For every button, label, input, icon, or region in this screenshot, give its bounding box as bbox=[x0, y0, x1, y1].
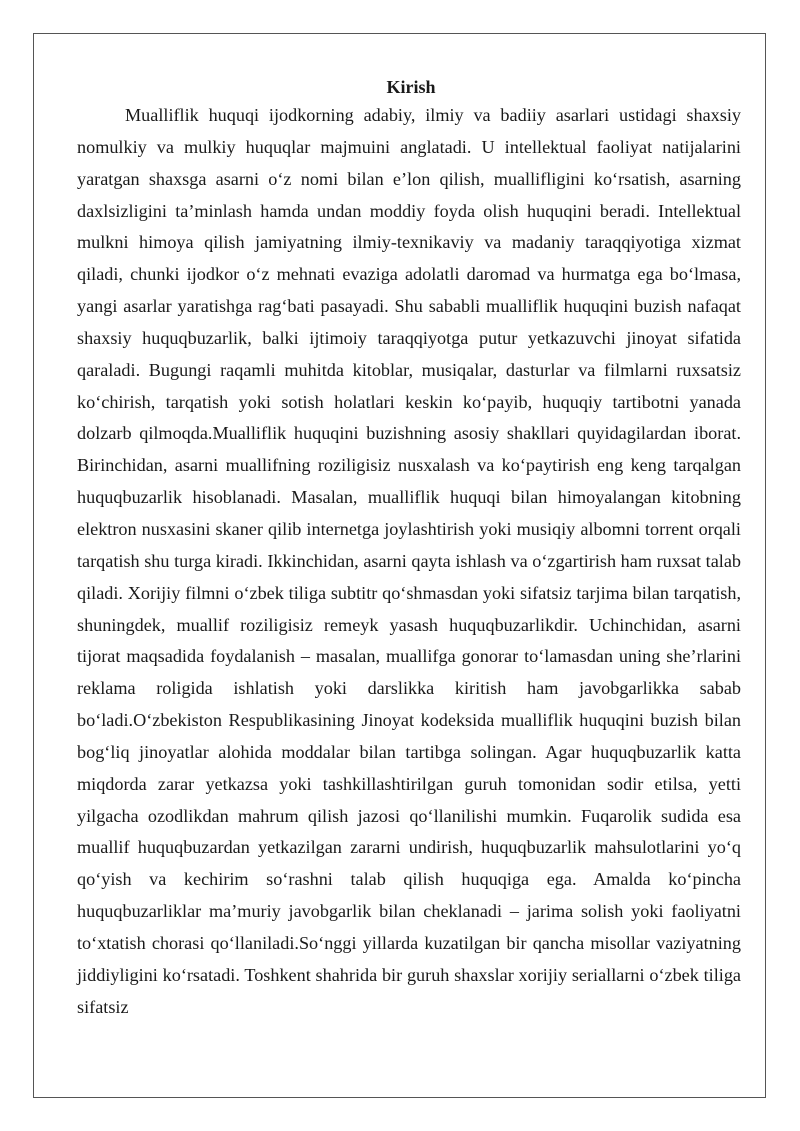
body-paragraph: Mualliflik huquqi ijodkorning adabiy, ilmiy va badiiy asarlari ustidagi shaxsiy nomulkiy va mulkiy huquqlar majmuini anglatadi. U intellektual faoliyat natijalarini yaratgan shaxsga asarni o‘z nomi bilan e’lon qilish, muallifligini ko‘rsatish, asarning daxlsizligini ta’minlash hamda undan moddiy foyda olish huquqini beradi. Intellektual mulkni himoya qilish jamiyatning ilmiy-texnikaviy va madaniy taraqqiyotiga xizmat qiladi, chunki ijodkor o‘z mehnati evaziga adolatli daromad va hurmatga ega bo‘lmasa, yangi asarlar yaratishga rag‘bati pasayadi. Shu sababli mualliflik huquqini buzish nafaqat shaxsiy huquqbuzarlik, balki ijtimoiy taraqqiyotga putur yetkazuvchi jinoyat sifatida qaraladi. Bugungi raqamli muhitda kitoblar, musiqalar, dasturlar va filmlarni ruxsatsiz ko‘chirish, tarqatish yoki sotish holatlari keskin ko‘payib, huquqiy tartibotni yanada dolzarb qilmoqda.Mualliflik huquqini buzishning asosiy shakllari quyidagilardan iborat. Birinchidan, asarni muallifning roziligisiz nusxalash va ko‘paytirish eng keng tarqalgan huquqbuzarlik hisoblanadi. Masalan, mualliflik huquqi bilan himoyalangan kitobning elektron nusxasini skaner qilib internetga joylashtirish yoki musiqiy albomni torrent orqali tarqatish shu turga kiradi. Ikkinchidan, asarni qayta ishlash va o‘zgartirish ham ruxsat talab qiladi. Xorijiy filmni o‘zbek tiliga subtitr qo‘shmasdan yoki sifatsiz tarjima bilan tarqatish, shuningdek, muallif roziligisiz remeyk yasash huquqbuzarlikdir. Uchinchidan, asarni tijorat maqsadida foydalanish – masalan, muallifga gonorar to‘lamasdan uning she’rlarini reklama roligida ishlatish yoki darslikka kiritish ham javobgarlikka sabab bo‘ladi.O‘zbekiston Respublikasining Jinoyat kodeksida mualliflik huquqini buzish bilan bog‘liq jinoyatlar alohida moddalar bilan tartibga solingan. Agar huquqbuzarlik katta miqdorda zarar yetkazsa yoki tashkillashtirilgan guruh tomonidan sodir etilsa, yetti yilgacha ozodlikdan mahrum qilish jazosi qo‘llanilishi mumkin. Fuqarolik sudida esa muallif huquqbuzardan yetkazilgan zararni undirish, huquqbuzarlik mahsulotlarini yo‘q qo‘yish va kechirim so‘rashni talab qilish huquqiga ega. Amalda ko‘pincha huquqbuzarliklar ma’muriy javobgarlik bilan cheklanadi – jarima solish yoki faoliyatni to‘xtatish chorasi qo‘llaniladi.So‘nggi yillarda kuzatilgan bir qancha misollar vaziyatning jiddiyligini ko‘rsatadi. Toshkent shahrida bir guruh shaxslar xorijiy seriallarni o‘zbek tiliga sifatsiz bbox=[77, 105, 741, 1017]
document-body bbox=[77, 74, 741, 1023]
document-title: Kirish bbox=[386, 77, 436, 97]
